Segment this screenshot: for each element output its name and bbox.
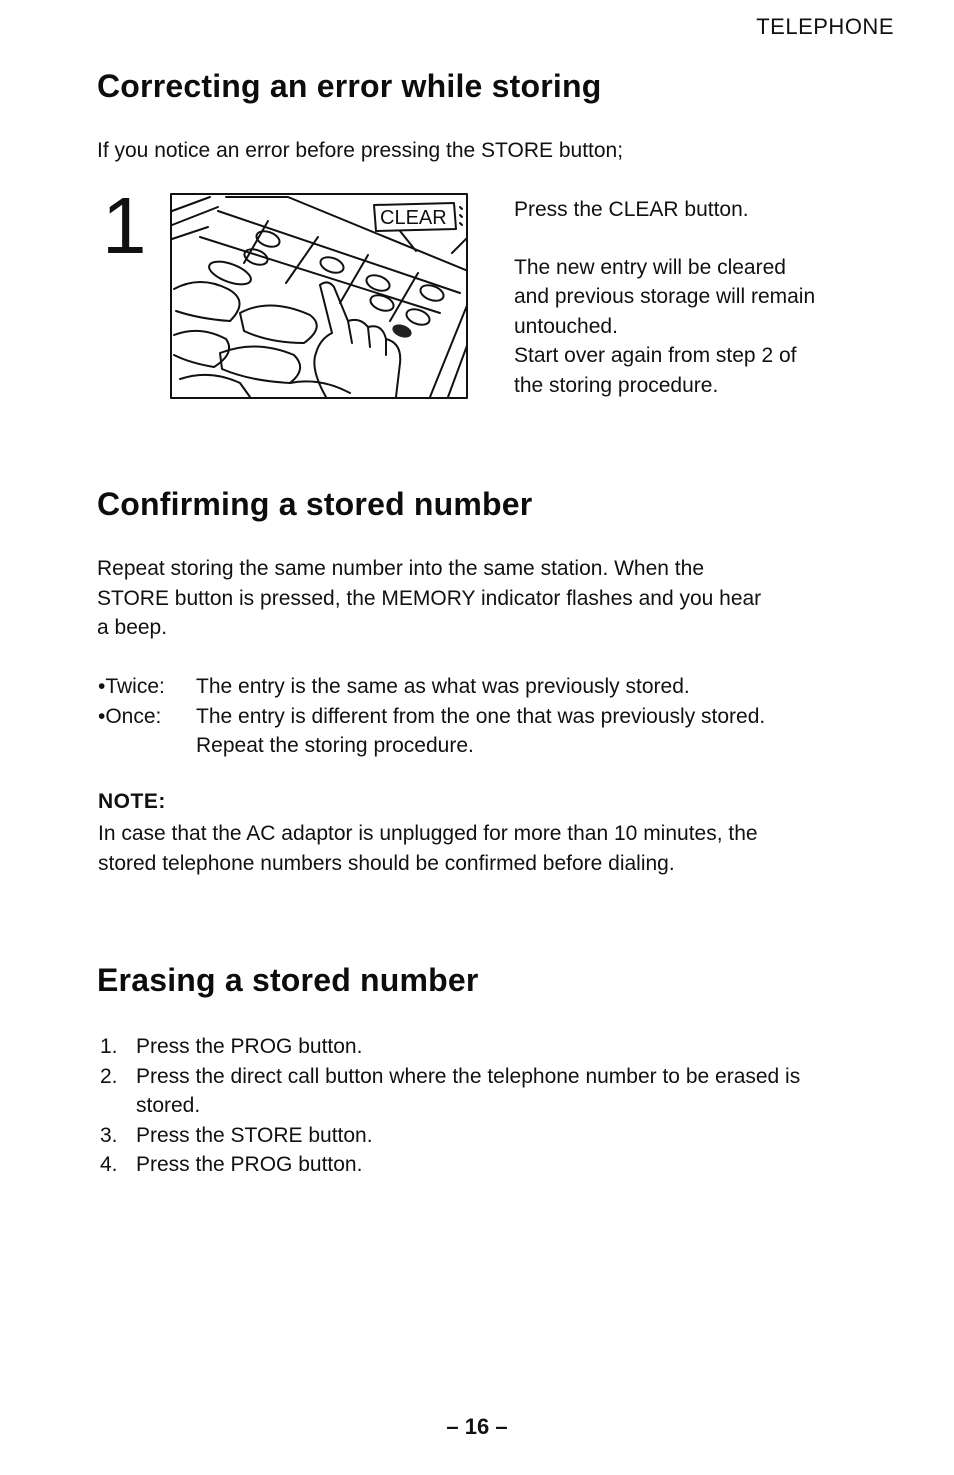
bullet-item-twice <box>98 672 898 702</box>
list-item <box>100 1121 910 1151</box>
step-detail-line: the storing procedure. <box>514 373 719 397</box>
section-header-label: TELEPHONE <box>756 14 894 39</box>
step-text: Press the PROG button. <box>136 1035 363 1058</box>
confirming-paragraph <box>97 554 907 643</box>
bullet-item-once <box>98 702 898 761</box>
step-detail-line: untouched. <box>514 314 618 338</box>
step-number: 1 <box>102 181 147 270</box>
note-line: stored telephone numbers should be confirmed before dialing. <box>98 851 675 875</box>
step-instruction: Press the CLEAR button. <box>514 198 749 221</box>
note-line: In case that the AC adaptor is unplugged for more than 10 minutes, the <box>98 822 758 845</box>
bullet-label: •Once: <box>98 704 162 728</box>
note-text <box>98 819 908 878</box>
bullet-text: Repeat the storing procedure. <box>196 734 474 757</box>
step-index: 4. <box>100 1153 118 1176</box>
step-detail-line: The new entry will be cleared <box>514 255 786 279</box>
correcting-intro: If you notice an error before pressing the STORE button; <box>97 139 624 162</box>
bullet-text: The entry is different from the one that was previously stored. <box>196 704 766 728</box>
step-index: 3. <box>100 1123 118 1147</box>
step-detail-line: Start over again from step 2 of <box>514 344 797 367</box>
page-number: – 16 – <box>446 1414 508 1439</box>
step-instructions <box>514 195 894 400</box>
note-heading: NOTE: <box>98 790 166 813</box>
correcting-section-title: Correcting an error while storing <box>97 68 602 104</box>
step-detail-line: and previous storage will remain <box>514 285 816 308</box>
clear-button-illustration <box>170 193 468 399</box>
step-text: Press the direct call button where the telephone number to be erased is <box>136 1064 801 1088</box>
erasing-section-title: Erasing a stored number <box>97 962 479 998</box>
step-index: 1. <box>100 1035 118 1058</box>
confirming-section-title: Confirming a stored number <box>97 486 533 522</box>
list-item <box>100 1032 910 1062</box>
paragraph-line: Repeat storing the same number into the same station. When the <box>97 557 705 580</box>
step-text: Press the PROG button. <box>136 1153 363 1176</box>
step-text: stored. <box>136 1094 201 1117</box>
erasing-steps-list <box>100 1032 910 1180</box>
step-index: 2. <box>100 1064 118 1088</box>
list-item <box>100 1150 910 1180</box>
list-item <box>100 1062 910 1121</box>
paragraph-line: a beep. <box>97 616 168 639</box>
bullet-label: •Twice: <box>98 675 165 698</box>
paragraph-line: STORE button is pressed, the MEMORY indicator flashes and you hear <box>97 586 762 610</box>
confirming-bullet-list <box>98 672 898 761</box>
bullet-text: The entry is the same as what was previously stored. <box>196 675 690 698</box>
clear-key-label: CLEAR <box>380 207 447 229</box>
step-text: Press the STORE button. <box>136 1123 373 1147</box>
